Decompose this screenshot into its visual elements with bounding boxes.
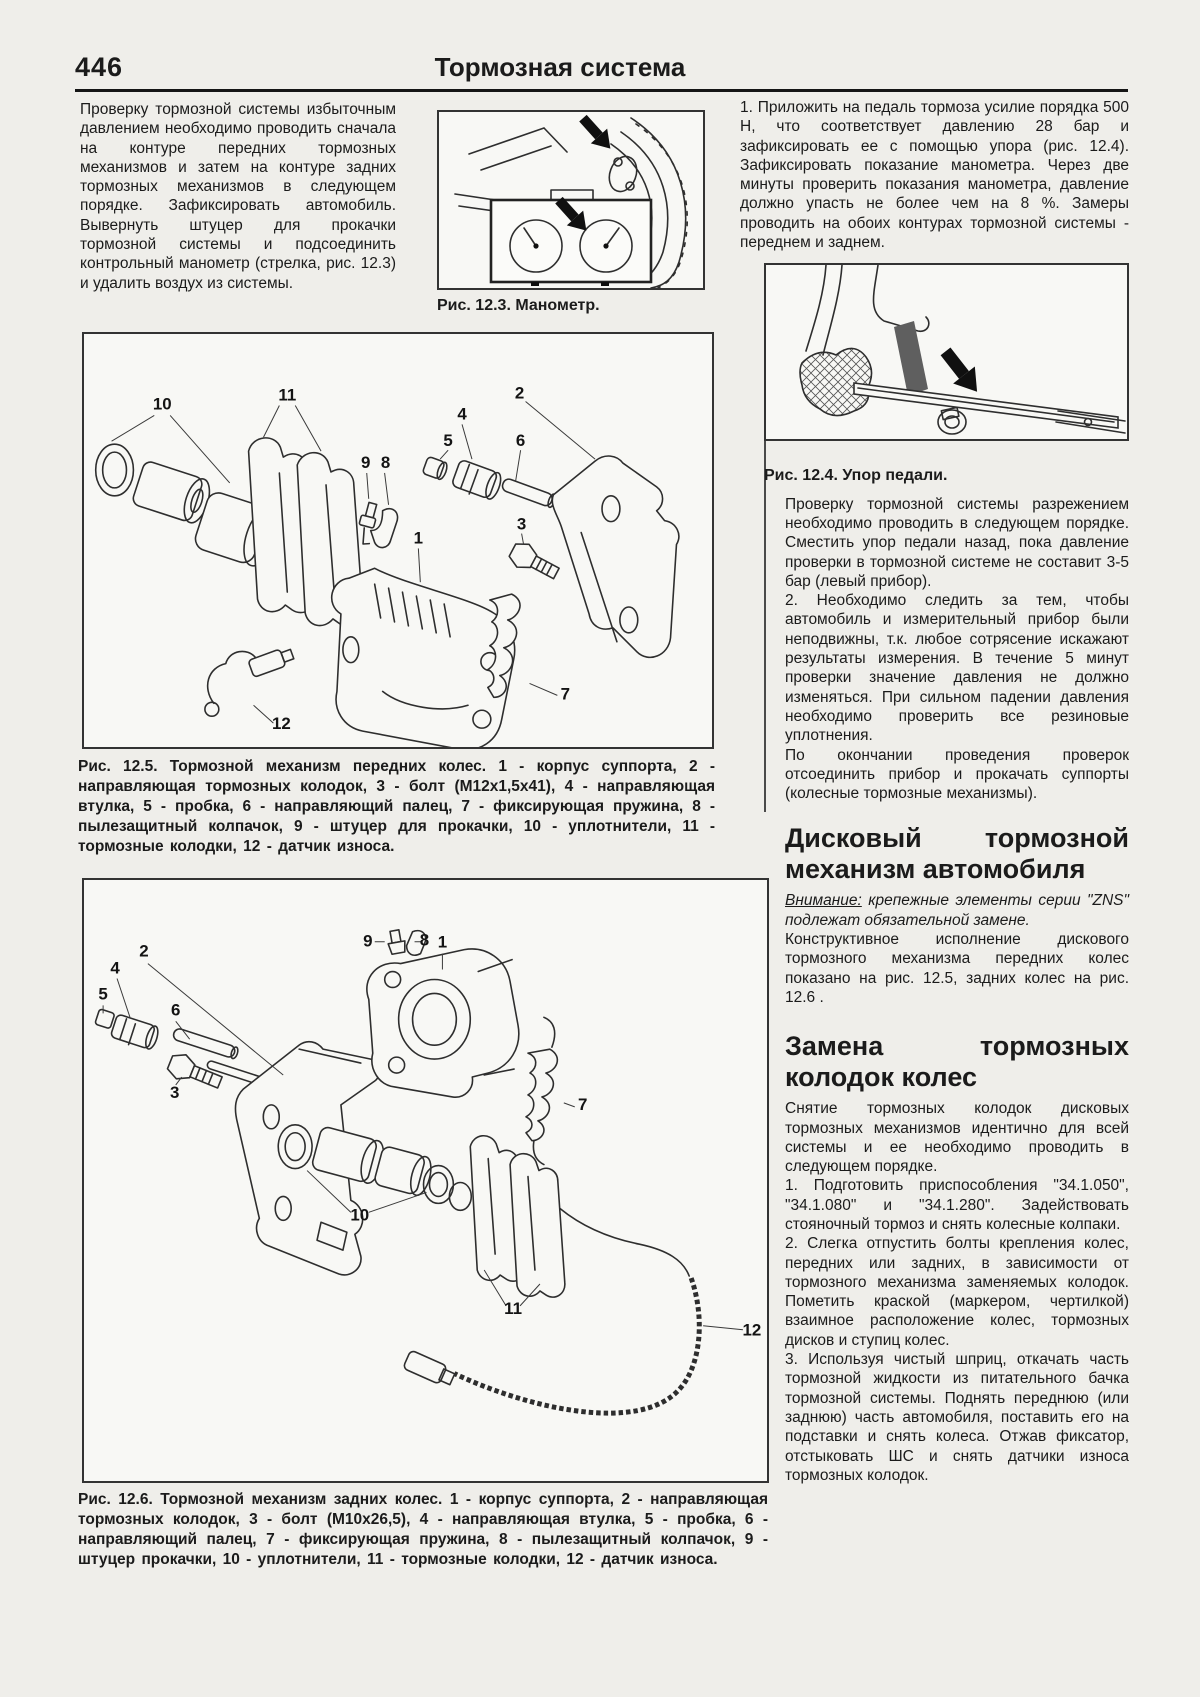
- figure-12-3: [437, 110, 705, 290]
- figure-12-5-caption: Рис. 12.5. Тормозной механизм передних колес. 1 - корпус суппорта, 2 - направляющая тормозных колодок, 3 - болт (М12х1,5х41), 4 - направляющая втулка, 5 - пробка, 6 - направляющий палец, 7 - фиксирующая пружина, 8 - пылезащитный колпачок, 9 - штуцер для прокачки, 10 - уплотнители, 11 - тормозные колодки, 12 - датчик износа.: [78, 758, 715, 855]
- attention-text: крепежные элементы серии "ZNS" подлежат обязательной замене.: [785, 892, 1129, 929]
- part-label: 7: [578, 1094, 588, 1114]
- part-label: 4: [110, 958, 120, 978]
- part-label: 10: [350, 1205, 370, 1225]
- left-column: [80, 100, 396, 293]
- figure-12-4-caption: Рис. 12.4. Упор педали.: [764, 467, 948, 485]
- pad-step-2-paragraph: 2. Слегка отпустить болты крепления колес, передних или задних, в зависимости от тормозного механизма заменяемых колодок. Пометить краской (маркером, чертилкой) взаимное расположение колес, тормозных дисков и ступиц колес.: [785, 1235, 1129, 1349]
- part-label: 6: [515, 431, 526, 451]
- part-label: 8: [380, 453, 391, 473]
- right-column: [740, 98, 1129, 1485]
- pad-replacement-heading: Замена тормозных колодок колес: [785, 1031, 1129, 1093]
- part-label: 7: [560, 684, 570, 704]
- part-label: 3: [516, 514, 527, 534]
- manometer-diagram: [439, 112, 703, 288]
- front-brake-diagram: [84, 334, 712, 747]
- part-label: 1: [437, 932, 448, 952]
- part-label: 9: [363, 931, 373, 951]
- part-label: 8: [419, 930, 430, 950]
- header-rule: [75, 89, 1128, 92]
- part-label: 11: [504, 1298, 523, 1318]
- pad-step-1-paragraph: 1. Подготовить приспособления "34.1.050", "34.1.080" и "34.1.280". Задействовать стояночный тормоз и снять колесные колпаки.: [785, 1177, 1129, 1233]
- part-label: 12: [271, 714, 291, 734]
- attention-note: [785, 891, 1129, 930]
- pad-removal-intro-paragraph: Снятие тормозных колодок дисковых тормозных механизмов идентично для всей системы и ее необходимо проводить в следующем порядке.: [785, 1100, 1129, 1176]
- arrow-icon: [575, 112, 619, 156]
- intro-paragraph: Проверку тормозной системы избыточным давлением необходимо проводить сначала на контуре передних тормозных механизмов и затем на контуре задних тормозных механизмов в следующем порядке. Зафиксировать автомобиль. Вывернуть штуцер для прокачки тормозной системы и подсоединить контрольный манометр (стрелка, рис. 12.3) и удалить воздух из системы.: [80, 101, 396, 292]
- disc-brake-paragraph: Конструктивное исполнение дискового тормозного механизма передних колес показано на рис. 12.5, задних колес на рис. 12.6 .: [785, 931, 1129, 1006]
- pad-step-3-paragraph: 3. Используя чистый шприц, откачать часть тормозной жидкости из питательного бачка тормозной системы. Поднять переднюю (или заднюю) часть автомобиля, поставить его на подставки и снять колеса. Отжав фиксатор, отстыковать ШС и снять датчики износа тормозных колодок.: [785, 1351, 1129, 1484]
- figure-12-6: [82, 878, 769, 1483]
- rear-brake-diagram: [84, 880, 767, 1481]
- part-label: 3: [170, 1082, 180, 1102]
- figure-12-6-caption: Рис. 12.6. Тормозной механизм задних колес. 1 - корпус суппорта, 2 - направляющая тормозных колодок, 3 - болт (М10х26,5), 4 - направляющая втулка, 5 - пробка, 6 - направляющий палец, 7 - фиксирующая пружина, 8 - пылезащитный колпачок, 9 - штуцер прокачки, 10 - уплотнители, 11 - тормозные колодки, 12 - датчик износа.: [78, 1491, 768, 1568]
- part-label: 12: [742, 1320, 762, 1340]
- vacuum-final-paragraph: По окончании проведения проверок отсоединить прибор и прокачать суппорты (колесные тормозные механизмы).: [785, 746, 1129, 803]
- part-label: 5: [443, 431, 453, 451]
- part-label: 5: [98, 984, 108, 1004]
- pedal-stop-diagram: [766, 265, 1127, 439]
- arrow-icon: [935, 343, 988, 400]
- vacuum-check-paragraph: Проверку тормозной системы разрежением необходимо проводить в следующем порядке. Сместить упор педали назад, пока давление проверки в тормозной системе не составит 3-5 бар (левый прибор).: [785, 495, 1129, 590]
- figure-12-4: [764, 263, 1129, 441]
- part-label: 4: [457, 404, 467, 424]
- figure-12-3-caption: Рис. 12.3. Манометр.: [437, 297, 600, 314]
- pressure-test-paragraph: 1. Приложить на педаль тормоза усилие порядка 500 Н, что соответствует давлению 28 бар и зафиксировать ее с помощью упора (рис. 12.4). Зафиксировать показание манометра. Через две минуты проверить показания манометра, давление должно упасть не более чем на 8 %. Замеры проводить на обоих контурах тормозной системы - переднем и заднем.: [740, 99, 1129, 252]
- vacuum-step-2-paragraph: 2. Необходимо следить за тем, чтобы автомобиль и измерительный прибор были неподвижны, т.к. любое сотрясение искажают результаты измерения. В течение 5 минут проверки значение давления не должно изменяться. При сильном падении давления необходимо проверить все резиновые уплотнения.: [785, 592, 1129, 745]
- part-label: 9: [361, 453, 371, 473]
- disc-brake-heading: Дисковый тормозной механизм автомобиля: [785, 823, 1129, 885]
- part-label: 1: [413, 528, 424, 548]
- part-label: 6: [171, 1000, 181, 1020]
- part-label: 11: [278, 385, 297, 405]
- part-label: 10: [152, 394, 172, 414]
- figure-12-5: [82, 332, 714, 749]
- page-title: Тормозная система: [434, 52, 686, 82]
- right-column-lower: [764, 263, 1129, 1485]
- attention-label: Внимание:: [785, 892, 862, 910]
- page-number: 446: [75, 52, 124, 82]
- part-label: 2: [139, 941, 149, 961]
- part-label: 2: [514, 383, 525, 403]
